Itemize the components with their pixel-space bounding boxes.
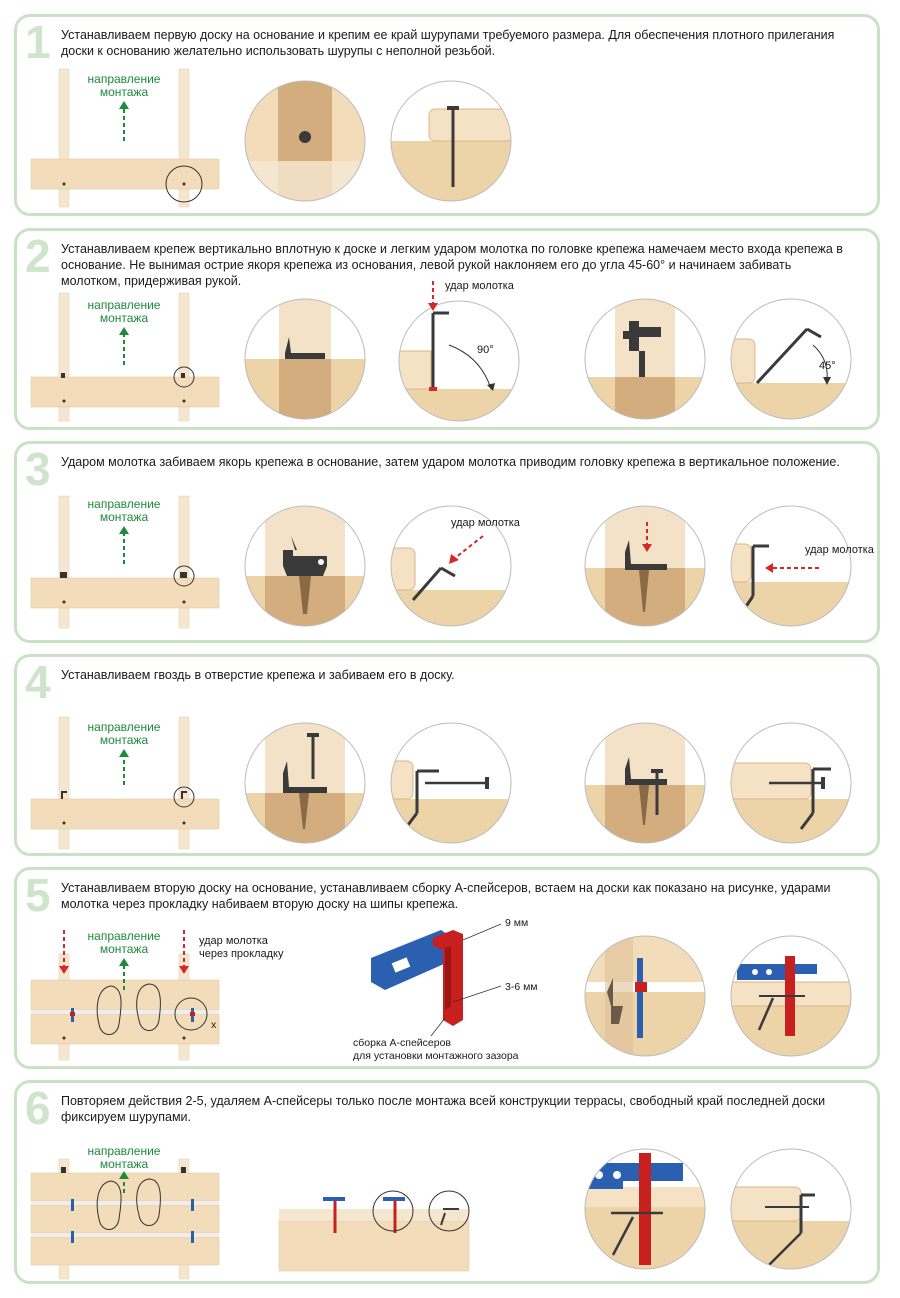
step-description: Устанавливаем вторую доску на основание, устанавливаем сборку А-спейсеров, встаем на доски как показано на рисунке, ударами молотка через прокладку набиваем вторую доску на шипы крепежа. — [61, 881, 831, 911]
mount-layout-with-feet — [27, 928, 307, 1063]
step-description: Устанавливаем первую доску на основание и крепим ее край шурупами требуемого размера. Для обеспечения плотного прилегания доски к основанию желательно использовать шурупы с неполной резьбой. — [61, 28, 835, 58]
step-description: Устанавливаем гвоздь в отверстие крепежа и забиваем его в доску. — [61, 668, 455, 682]
hammer-blow-label: удар молотка — [451, 517, 520, 529]
mount-layout-diagram — [27, 717, 227, 852]
detail-circle-nail-driven — [583, 721, 707, 845]
mount-direction-label: направление — [87, 72, 161, 86]
mount-direction-label-2: монтажа — [99, 311, 149, 325]
hammer-blow-label: удар молотка — [805, 544, 874, 556]
detail-circle-spacer-top — [583, 934, 707, 1058]
spacer-caption-2: для установки монтажного зазора — [353, 1050, 519, 1062]
detail-circle-hammer-angle — [389, 504, 520, 628]
step-number: 4 — [25, 656, 51, 708]
mount-direction-label-2: монтажа — [99, 510, 149, 524]
detail-circle-nail-side — [389, 721, 513, 845]
detail-circle-side-blow — [729, 504, 889, 628]
detail-circle-fastener-side — [243, 297, 367, 421]
detail-circle-screw-section — [389, 79, 513, 203]
step-3-panel — [14, 441, 880, 643]
detail-circle-vertical-90 — [389, 281, 539, 431]
step-number: 3 — [25, 443, 51, 495]
hammer-through-pad-label-2: через прокладку — [199, 948, 284, 960]
step-number: 2 — [25, 230, 51, 282]
step-5-panel — [14, 867, 880, 1069]
mount-direction-label-2: монтажа — [99, 733, 149, 747]
mount-direction-label: направление — [87, 1144, 161, 1158]
mount-direction-label: направление — [87, 497, 161, 511]
spacer-9mm-label: 9 мм — [505, 917, 529, 929]
step-description: Ударом молотка забиваем якорь крепежа в основание, затем ударом молотка приводим головку крепежа в вертикальное положение. — [61, 455, 840, 469]
detail-circle-nail-insert — [243, 721, 367, 845]
mount-direction-label: направление — [87, 298, 161, 312]
detail-circle-nail-in-board — [729, 721, 853, 845]
spacer-3-6mm-label: 3-6 мм — [505, 981, 538, 993]
step-description: Устанавливаем крепеж вертикально вплотную к доске и легким ударом молотка по головке крепежа намечаем место входа крепежа в основание. Не вынимая острие якоря крепежа из основания, левой рукой наклоняем его до угла 45-60° и начинаем забивать молотком, придерживая рукой. — [61, 242, 843, 288]
step-number: 5 — [25, 869, 51, 921]
mount-layout-diagram — [27, 293, 227, 423]
detail-circle-tilt-45 — [729, 297, 853, 421]
mount-direction-label-2: монтажа — [99, 1157, 149, 1171]
angle-45-label: 45° — [819, 360, 836, 372]
step-number: 6 — [25, 1082, 51, 1134]
mount-layout-multi-board — [27, 1143, 227, 1281]
mount-layout-diagram — [27, 69, 227, 209]
step-4-panel — [14, 654, 880, 856]
step-6-panel — [14, 1080, 880, 1284]
hammer-blow-label: удар молотка — [445, 280, 514, 292]
detail-circle-spacer-removal — [583, 1147, 707, 1271]
detail-circle-screw-top — [243, 79, 367, 203]
mount-direction-label: направление — [87, 929, 161, 943]
step-2-panel — [14, 228, 880, 430]
detail-circle-fastener-front — [583, 297, 707, 421]
hammer-through-pad-label: удар молотка — [199, 935, 268, 947]
mount-direction-label: направление — [87, 720, 161, 734]
spacer-assembly-illustration — [341, 910, 551, 1065]
step-description: Повторяем действия 2-5, удаляем А-спейсеры только после монтажа всей конструкции террасы, свободный край последней доски фиксируем шурупами. — [61, 1094, 826, 1124]
detail-circle-spacer-side — [729, 934, 853, 1058]
detail-circle-head-straightened — [583, 504, 707, 628]
spacer-caption: сборка А-спейсеров — [353, 1037, 452, 1049]
mount-direction-label-2: монтажа — [99, 942, 149, 956]
small-x-mark: x — [211, 1019, 217, 1031]
detail-circle-final-screw — [729, 1147, 853, 1271]
terrace-section-overview — [273, 1173, 493, 1273]
mount-direction-label-2: монтажа — [99, 85, 149, 99]
detail-circle-anchor-driven — [243, 504, 367, 628]
step-number: 1 — [25, 16, 51, 68]
angle-90-label: 90° — [477, 344, 494, 356]
step-1-panel — [14, 14, 880, 216]
mount-layout-diagram — [27, 496, 227, 631]
